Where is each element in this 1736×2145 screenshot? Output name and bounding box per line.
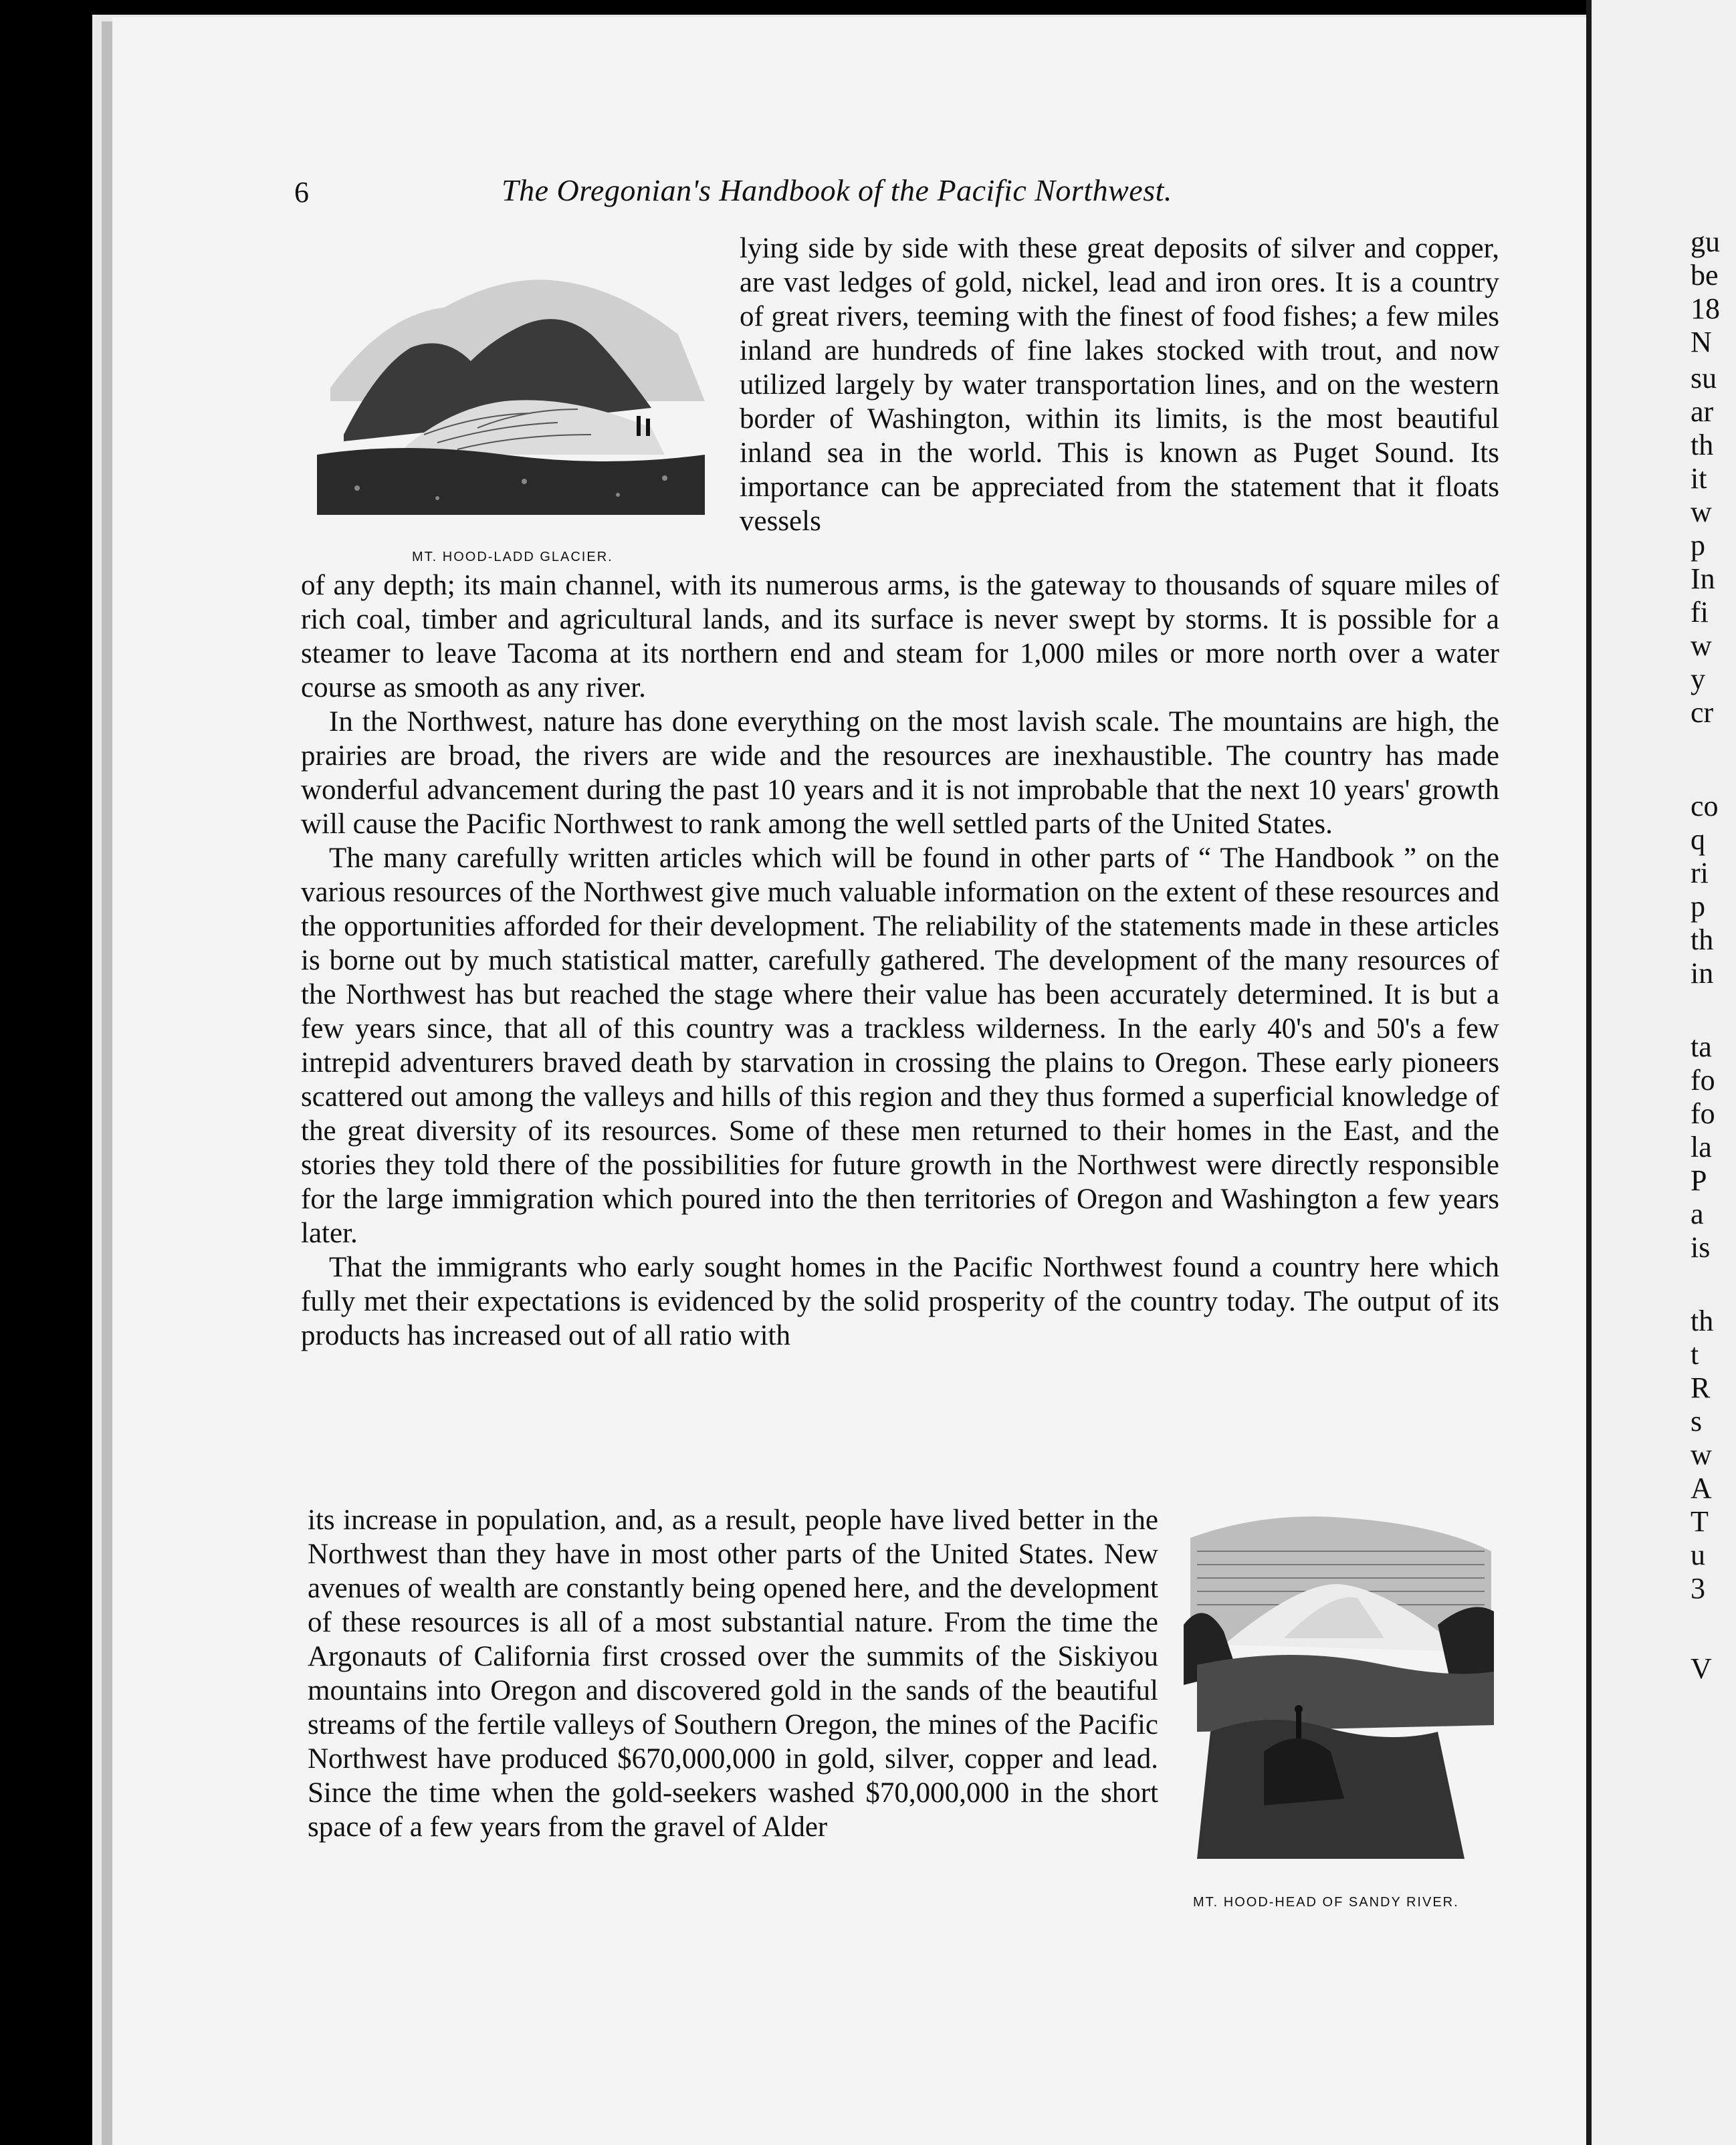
figure-caption-top: MT. HOOD-LADD GLACIER.	[412, 550, 613, 564]
text-column-top-right	[740, 231, 1499, 538]
facing-page-fragment: su	[1691, 362, 1717, 394]
facing-page-fragment: a	[1691, 1198, 1704, 1230]
page-number: 6	[294, 176, 309, 209]
facing-page-fragment: 18	[1691, 292, 1720, 325]
facing-page-fragment: is	[1691, 1231, 1711, 1264]
facing-page-fragment: t	[1691, 1338, 1699, 1371]
paragraph-4-continued: its increase in population, and, as a result, people have lived better in the Northwest than they have in most other parts of the United States. New avenues of wealth are constantly being opened here, and the development of these resources is all of a most substantial nature. From the time the Argonauts of California first crossed over the summits of the Siskiyou mountains into Oregon and discovered gold in the sands of the beautiful streams of the fertile valleys of Southern Oregon, the mines of the Pacific Northwest have produced $670,000,000 in gold, silver, copper and lead. Since the time when the gold-seekers washed $70,000,000 in the short space of a few years from the gravel of Alder	[308, 1504, 1158, 1843]
facing-page-fragment: ta	[1691, 1030, 1712, 1063]
facing-page-fragment: th	[1691, 1305, 1714, 1337]
facing-page-fragment: In	[1691, 562, 1715, 595]
facing-page-fragment: gu	[1691, 225, 1720, 258]
facing-page-fragment: N	[1691, 326, 1712, 358]
facing-page-fragment: u	[1691, 1539, 1705, 1571]
engraving-mt-hood-ladd-glacier	[304, 234, 713, 528]
facing-page-fragment: p	[1691, 529, 1705, 562]
facing-page-fragment: w	[1691, 495, 1712, 528]
facing-page-fragment: R	[1691, 1371, 1711, 1404]
facing-page-fragment: q	[1691, 823, 1705, 856]
facing-page-fragment: cr	[1691, 696, 1714, 729]
facing-page-fragment: P	[1691, 1164, 1707, 1197]
facing-page-fragment: V	[1691, 1652, 1712, 1685]
facing-page-fragment: co	[1691, 790, 1719, 822]
facing-page-fragment: w	[1691, 629, 1712, 662]
text-column-bottom-left	[308, 1503, 1158, 1844]
facing-page-fragment: A	[1691, 1472, 1712, 1504]
facing-page-fragment: w	[1691, 1438, 1712, 1471]
main-body-text	[301, 568, 1499, 1353]
figure-caption-bottom: MT. HOOD-HEAD OF SANDY RIVER.	[1193, 1895, 1459, 1910]
facing-page-fragment: la	[1691, 1131, 1712, 1163]
facing-page-fragment: ar	[1691, 395, 1714, 428]
paragraph-1-continued: of any depth; its main channel, with its numerous arms, is the gateway to thousands of square miles of rich coal, timber and agricultural lands, and its surface is never swept by storms. It is possible for a steamer to leave Tacoma at its northern end and steam for 1,000 miles or more north over a water course as smooth as any river.	[301, 570, 1499, 703]
engraving-mt-hood-sandy-river	[1184, 1511, 1494, 1866]
facing-page-fragment: fi	[1691, 596, 1709, 629]
paragraph-3: The many carefully written articles which will be found in other parts of “ The Handbook ” on the various resources of the Northwest give much valuable information on the extent of these resources and the opportunities afforded for their development. The reliability of the statements made in these articles is borne out by much statistical matter, carefully gathered. The development of the many resources of the Northwest has but reached the stage where their value has been accurately determined. It is but a few years since, that all of this country was a trackless wilderness. In the early 40's and 50's a few intrepid adventurers braved death by starvation in crossing the plains to Oregon. These early pioneers scattered out among the valleys and hills of this region and they thus formed a superficial knowledge of the great diversity of its resources. Some of these men returned to their homes in the East, and the stories they told there of the possibilities for future growth in the Northwest were directly responsible for the large immigration which poured into the then territories of Oregon and Washington a few years later.	[301, 842, 1499, 1249]
paragraph-4-start: That the immigrants who early sought homes in the Pacific Northwest found a country here which fully met their expectations is evidenced by the solid prosperity of the country today. The output of its products has increased out of all ratio with	[301, 1252, 1499, 1351]
facing-page-fragment: be	[1691, 259, 1719, 292]
facing-page-fragment: fo	[1691, 1097, 1715, 1130]
facing-page-fragment: it	[1691, 462, 1707, 495]
paragraph-1-start: lying side by side with these great deposits of silver and copper, are vast ledges of gold, nickel, lead and iron ores. It is a country of great rivers, teeming with the finest of food fishes; a few miles inland are hundreds of fine lakes stocked with trout, and now utilized largely by water transportation lines, and on the western border of Washington, within its limits, is the most beautiful inland sea in the world. This is known as Puget Sound. Its importance can be appreciated from the statement that it floats vessels	[740, 233, 1499, 537]
facing-page-fragment: 3	[1691, 1572, 1705, 1605]
facing-page-fragment: fo	[1691, 1064, 1715, 1097]
running-title: The Oregonian's Handbook of the Pacific Northwest.	[502, 173, 1172, 207]
facing-page-fragment: in	[1691, 957, 1714, 990]
facing-page-fragment: p	[1691, 890, 1705, 923]
facing-page-fragment: T	[1691, 1505, 1709, 1538]
facing-page-fragment: th	[1691, 429, 1714, 461]
facing-page-fragment: th	[1691, 923, 1714, 956]
paragraph-2: In the Northwest, nature has done everything on the most lavish scale. The mountains are high, the prairies are broad, the rivers are wide and the resources are inexhaustible. The country has made wonderful advancement during the past 10 years and it is not improbable that the next 10 years' growth will cause the Pacific Northwest to rank among the well settled parts of the United States.	[301, 706, 1499, 840]
facing-page-fragment: s	[1691, 1405, 1703, 1438]
facing-page-fragment: ri	[1691, 857, 1709, 889]
facing-page-fragment: y	[1691, 663, 1705, 695]
